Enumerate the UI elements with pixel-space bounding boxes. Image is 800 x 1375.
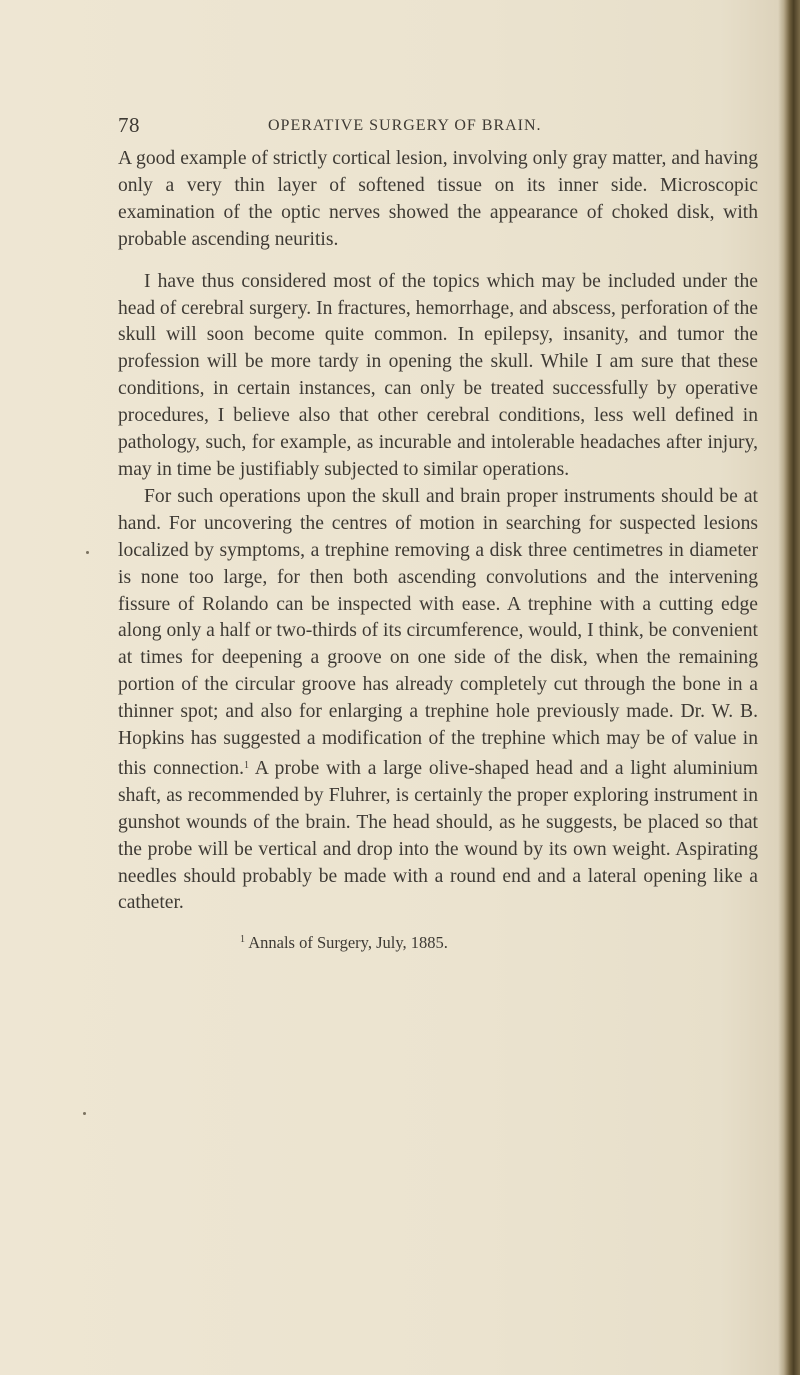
book-spine-edge [784, 0, 800, 1375]
page-number: 78 [118, 113, 140, 137]
running-title: OPERATIVE SURGERY OF BRAIN. [268, 117, 542, 134]
paragraph-2: I have thus considered most of the topics which may be included under the head of cerebral surgery. In fractures, hemorrhage, and abscess, perforation of the skull will soon become quite common. In epilepsy, insanity, and tumor the profession will be more tardy in opening the skull. While I am sure that these conditions, in certain instances, can only be treated successfully by operative procedures, I believe also that other cerebral conditions, less well defined in pathology, such, for example, as incurable and intolerable headaches after injury, may in time be justifiably subjected to similar operations. [118, 270, 758, 480]
paragraph-3-part-2: A probe with a large olive-shaped head and a light aluminium shaft, as recommended by Fluhrer, is certainly the proper exploring instrument in gunshot wounds of the brain. The head should, as he suggests, be placed so that the probe will be vertical and drop into the wound by its own weight. Aspirating needles should probably be made with a round end and a lateral opening like a catheter. [118, 757, 758, 914]
footnote [240, 929, 760, 954]
footnote-reference: 1 [244, 759, 250, 771]
paragraph-1: A good example of strictly cortical lesion, involving only gray matter, and having only a very thin layer of softened tissue on its inner side. Microscopic examination of the optic nerves showed the appearance of choked disk, with probable ascending neuritis. [118, 148, 758, 250]
body-text [118, 146, 758, 917]
footnote-marker: 1 [240, 934, 245, 945]
running-head [118, 113, 758, 143]
paragraph-3-part-1: For such operations upon the skull and brain proper instruments should be at hand. For uncovering the centres of motion in searching for suspected lesions localized by symptoms, a trephine removing a disk three centimetres in diameter is none too large, for then both ascending convolutions and the intervening fissure of Rolando can be inspected with ease. A trephine with a cutting edge along only a half or two-thirds of its circumference, would, I think, be convenient at times for deepening a groove on one side of the disk, when the remaining portion of the circular groove has already completely cut through the bone in a thinner spot; and also for enlarging a trephine hole previously made. Dr. W. B. Hopkins has suggested a modification of the trephine which may be of value in this connection. [118, 485, 758, 779]
paper-speck [83, 1112, 86, 1115]
paper-speck [86, 551, 89, 554]
footnote-text: Annals of Surgery, July, 1885. [248, 933, 448, 952]
paragraph-3 [118, 484, 758, 918]
